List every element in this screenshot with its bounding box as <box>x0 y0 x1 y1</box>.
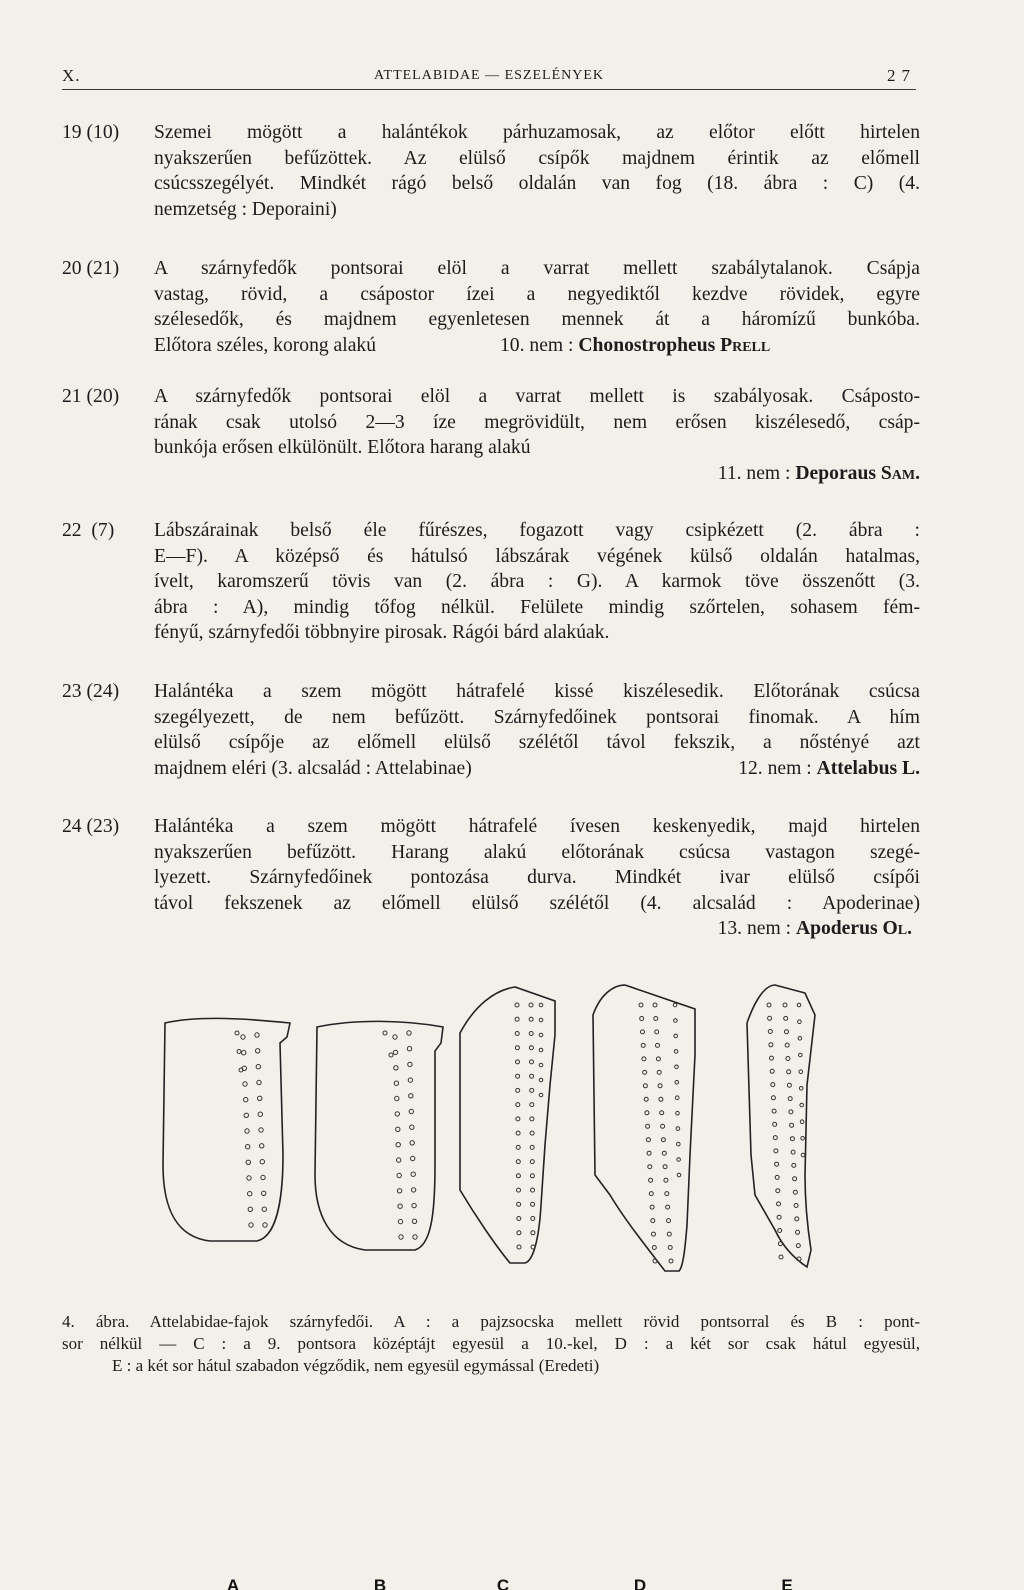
puncture-dot <box>649 1192 653 1196</box>
puncture-dot <box>779 1255 783 1259</box>
puncture-rows <box>235 1003 805 1263</box>
puncture-dot <box>793 1177 797 1181</box>
puncture-dot <box>259 1128 263 1132</box>
puncture-dot <box>667 1232 671 1236</box>
genus-author: Prell <box>720 334 771 356</box>
puncture-dot <box>767 1003 771 1007</box>
puncture-dot <box>661 1138 665 1142</box>
puncture-dot <box>246 1160 250 1164</box>
puncture-dot <box>407 1031 411 1035</box>
puncture-dot <box>237 1050 241 1054</box>
puncture-dot <box>539 1063 543 1067</box>
puncture-dot <box>793 1190 797 1194</box>
key-entry-20 <box>62 256 920 358</box>
figure-caption <box>62 1311 920 1377</box>
puncture-dot <box>643 1070 647 1074</box>
puncture-dot <box>516 1103 520 1107</box>
puncture-dot <box>675 1081 679 1085</box>
entry-line: Halántéka a szem mögött hátrafelé ívesen keskenyedik, majd hirtelen <box>154 816 920 837</box>
puncture-dot <box>529 1003 533 1007</box>
puncture-dot <box>785 1043 789 1047</box>
panel-label-e: E <box>781 1576 793 1590</box>
header-rule <box>62 89 916 90</box>
puncture-dot <box>769 1043 773 1047</box>
puncture-dot <box>798 1037 802 1041</box>
entry-line: szegélyezett, de nem befűzött. Szárnyfedőinek pontsorai finomak. A hím <box>154 706 920 728</box>
puncture-dot <box>677 1173 681 1177</box>
puncture-dot <box>398 1219 402 1223</box>
puncture-dot <box>785 1030 789 1034</box>
puncture-dot <box>776 1189 780 1193</box>
puncture-dot <box>407 1047 411 1051</box>
running-title: ATTELABIDAE — ESZELÉNYEK <box>373 68 605 83</box>
genus-number: 11. nem : <box>717 462 791 484</box>
puncture-dot <box>516 1160 520 1164</box>
puncture-dot <box>412 1203 416 1207</box>
puncture-dot <box>516 1088 520 1092</box>
entry-line-with-genus <box>154 333 920 359</box>
puncture-dot <box>789 1110 793 1114</box>
puncture-dot <box>784 1016 788 1020</box>
puncture-dot <box>650 1205 654 1209</box>
elytra-figure <box>155 975 845 1590</box>
puncture-dot <box>530 1103 534 1107</box>
puncture-dot <box>515 1032 519 1036</box>
entry-line: vastag, rövid, a csápostor ízei a negyediktől kezdve rövidek, egyre <box>154 283 920 305</box>
page-number: 27 <box>887 66 916 85</box>
puncture-dot <box>247 1176 251 1180</box>
puncture-dot <box>531 1217 535 1221</box>
puncture-dot <box>258 1096 262 1100</box>
key-entry-19 <box>62 120 920 222</box>
entry-line: E—F). A középső és hátulsó lábszárak végének külső oldalán hatalmas, <box>154 545 920 567</box>
puncture-dot <box>516 1074 520 1078</box>
puncture-dot <box>772 1109 776 1113</box>
puncture-dot <box>389 1053 393 1057</box>
entry-line: szélesedők, és majdnem egyenletesen mennek át a háromízű bunkóba. <box>154 309 920 330</box>
puncture-dot <box>676 1111 680 1115</box>
puncture-dot <box>262 1207 266 1211</box>
puncture-dot <box>771 1083 775 1087</box>
entry-line: fényű, szárnyfedői többnyire pirosak. Rágói bárd alakúak. <box>154 622 610 643</box>
puncture-dot <box>644 1097 648 1101</box>
puncture-dot <box>383 1031 387 1035</box>
puncture-dot <box>787 1083 791 1087</box>
puncture-dot <box>539 1078 543 1082</box>
puncture-dot <box>788 1097 792 1101</box>
entry-line-with-genus <box>154 756 920 782</box>
key-entry-22 <box>62 518 920 646</box>
caption-line: sor nélkül — C : a 9. pontsora középtájt egyesül a 10.-kel, D : a két sor csak hátul egyesül, <box>62 1334 920 1353</box>
puncture-dot <box>530 1074 534 1078</box>
genus-number: 12. nem : <box>738 757 812 779</box>
puncture-dot <box>790 1123 794 1127</box>
puncture-dot <box>651 1219 655 1223</box>
puncture-dot <box>396 1143 400 1147</box>
puncture-dot <box>260 1144 264 1148</box>
entry-line: ábra : A), mindig tőfog nélkül. Felülete mindig szőrtelen, sohasem fém- <box>154 596 920 618</box>
puncture-dot <box>653 1003 657 1007</box>
entry-line: Előtora széles, korong alakú <box>154 334 376 356</box>
puncture-dot <box>530 1060 534 1064</box>
puncture-dot <box>530 1117 534 1121</box>
entry-line: A szárnyfedők pontsorai elöl a varrat mellett szabálytalanok. Csápja <box>154 258 920 279</box>
puncture-dot <box>676 1127 680 1131</box>
puncture-dot <box>652 1232 656 1236</box>
puncture-dot <box>667 1219 671 1223</box>
puncture-dot <box>799 1070 803 1074</box>
genus-author: L. <box>902 757 920 779</box>
puncture-dot <box>258 1112 262 1116</box>
puncture-dot <box>516 1131 520 1135</box>
puncture-dot <box>770 1056 774 1060</box>
entry-text <box>154 814 920 942</box>
puncture-dot <box>658 1084 662 1088</box>
puncture-dot <box>768 1016 772 1020</box>
puncture-dot <box>397 1158 401 1162</box>
puncture-dot <box>516 1060 520 1064</box>
puncture-dot <box>530 1131 534 1135</box>
key-entry-23 <box>62 679 920 781</box>
puncture-dot <box>645 1111 649 1115</box>
puncture-dot <box>654 1017 658 1021</box>
puncture-dot <box>410 1125 414 1129</box>
entry-text <box>154 384 920 486</box>
puncture-dot <box>656 1043 660 1047</box>
genus-reference <box>500 333 770 359</box>
puncture-dot <box>243 1082 247 1086</box>
puncture-dot <box>411 1188 415 1192</box>
entry-number: 19 (10) <box>62 122 120 143</box>
puncture-dot <box>516 1145 520 1149</box>
puncture-dot <box>515 1046 519 1050</box>
puncture-dot <box>245 1129 249 1133</box>
puncture-dot <box>529 1017 533 1021</box>
puncture-dot <box>531 1202 535 1206</box>
puncture-dot <box>792 1163 796 1167</box>
panel-label-a: A <box>226 1576 240 1590</box>
puncture-dot <box>770 1069 774 1073</box>
puncture-dot <box>261 1175 265 1179</box>
entry-line: A szárnyfedők pontsorai elöl a varrat mellett is szabályosak. Csáposto- <box>154 386 920 407</box>
puncture-dot <box>517 1231 521 1235</box>
panel-label-d: D <box>633 1576 647 1590</box>
puncture-dot <box>397 1189 401 1193</box>
puncture-dot <box>799 1087 803 1091</box>
elytron-outline-b <box>315 1021 443 1250</box>
puncture-dot <box>408 1078 412 1082</box>
puncture-dot <box>516 1174 520 1178</box>
entry-line: Lábszárainak belső éle fűrészes, fogazott vagy csipkézett (2. ábra : <box>154 520 920 541</box>
puncture-dot <box>796 1230 800 1234</box>
puncture-dot <box>408 1062 412 1066</box>
puncture-dot <box>663 1165 667 1169</box>
puncture-dot <box>411 1156 415 1160</box>
puncture-dot <box>773 1122 777 1126</box>
puncture-dot <box>399 1235 403 1239</box>
puncture-dot <box>801 1137 805 1141</box>
puncture-dot <box>249 1223 253 1227</box>
entry-number: 22 (7) <box>62 520 115 541</box>
puncture-dot <box>800 1103 804 1107</box>
entry-line: Szemei mögött a halántékok párhuzamosak, az előtor előtt hirtelen <box>154 122 920 143</box>
puncture-dot <box>787 1070 791 1074</box>
puncture-dot <box>394 1066 398 1070</box>
entry-line: lyezett. Szárnyfedőinek pontozása durva. Mindkét ivar elülső csípői <box>154 867 920 888</box>
puncture-dot <box>398 1204 402 1208</box>
puncture-dot <box>256 1049 260 1053</box>
entry-line: elülső csípője az előmell elülső szélétől távol fekszik, a nőstényé azt <box>154 732 920 753</box>
genus-name: Deporaus <box>795 462 876 484</box>
genus-name: Attelabus <box>816 757 898 779</box>
puncture-dot <box>516 1117 520 1121</box>
puncture-dot <box>410 1141 414 1145</box>
puncture-dot <box>396 1127 400 1131</box>
puncture-dot <box>409 1094 413 1098</box>
puncture-dot <box>515 1017 519 1021</box>
puncture-dot <box>529 1032 533 1036</box>
puncture-dot <box>777 1215 781 1219</box>
entry-line: nyakszerűen befűzött. Harang alakú előtorának csúcsa vastagon szegé- <box>154 841 920 863</box>
panel-labels <box>227 1576 793 1590</box>
puncture-dot <box>539 1048 543 1052</box>
chapter-number: X. <box>62 66 81 85</box>
puncture-dot <box>794 1204 798 1208</box>
puncture-dot <box>646 1124 650 1128</box>
puncture-dot <box>255 1033 259 1037</box>
puncture-dot <box>643 1084 647 1088</box>
entry-number: 24 (23) <box>62 816 120 837</box>
puncture-dot <box>773 1136 777 1140</box>
puncture-dot <box>393 1050 397 1054</box>
puncture-dot <box>669 1259 673 1263</box>
genus-name: Chonostropheus <box>578 334 716 356</box>
puncture-dot <box>246 1145 250 1149</box>
genus-reference <box>738 756 920 782</box>
entry-text <box>154 256 920 358</box>
puncture-dot <box>666 1205 670 1209</box>
puncture-dot <box>656 1057 660 1061</box>
puncture-dot <box>668 1246 672 1250</box>
puncture-dot <box>674 1034 678 1038</box>
puncture-dot <box>777 1202 781 1206</box>
puncture-dot <box>530 1174 534 1178</box>
puncture-dot <box>649 1178 653 1182</box>
puncture-dot <box>673 1003 677 1007</box>
puncture-dot <box>664 1178 668 1182</box>
puncture-dot <box>674 1019 678 1023</box>
elytra-drawings <box>155 975 845 1590</box>
puncture-dot <box>531 1188 535 1192</box>
entry-line: bunkója erősen elkülönült. Előtora harang alakú <box>154 437 531 458</box>
entry-line: csúcsszegélyét. Mindkét rágó belső oldalán van fog (18. ábra : C) (4. <box>154 173 920 194</box>
puncture-dot <box>665 1192 669 1196</box>
puncture-dot <box>778 1229 782 1233</box>
puncture-dot <box>394 1081 398 1085</box>
entry-line: Halántéka a szem mögött hátrafelé kissé kiszélesedik. Előtorának csúcsa <box>154 681 920 702</box>
puncture-dot <box>659 1097 663 1101</box>
puncture-dot <box>800 1120 804 1124</box>
puncture-dot <box>517 1188 521 1192</box>
puncture-dot <box>539 1033 543 1037</box>
puncture-dot <box>411 1172 415 1176</box>
genus-reference <box>154 461 920 487</box>
puncture-dot <box>539 1003 543 1007</box>
puncture-dot <box>783 1003 787 1007</box>
puncture-dot <box>648 1165 652 1169</box>
puncture-dot <box>675 1096 679 1100</box>
puncture-dot <box>409 1109 413 1113</box>
puncture-dot <box>395 1112 399 1116</box>
puncture-dot <box>393 1035 397 1039</box>
puncture-dot <box>640 1017 644 1021</box>
puncture-dot <box>647 1151 651 1155</box>
puncture-dot <box>531 1231 535 1235</box>
entry-line: nemzetség : Deporaini) <box>154 198 337 220</box>
entry-text <box>154 679 920 781</box>
puncture-dot <box>791 1150 795 1154</box>
puncture-dot <box>248 1207 252 1211</box>
entry-line: nyakszerűen befűzöttek. Az elülső csípők majdnem érintik az előmell <box>154 147 920 169</box>
puncture-dot <box>786 1057 790 1061</box>
puncture-dot <box>260 1160 264 1164</box>
genus-author: Ol. <box>882 918 912 939</box>
entry-line: távol fekszenek az előmell elülső szélétől (4. alcsalád : Apoderinae) <box>154 892 920 914</box>
puncture-dot <box>657 1070 661 1074</box>
puncture-dot <box>517 1217 521 1221</box>
genus-number: 13. nem : <box>717 918 792 939</box>
panel-label-c: C <box>496 1576 510 1590</box>
puncture-dot <box>799 1053 803 1057</box>
puncture-dot <box>244 1098 248 1102</box>
puncture-dot <box>774 1149 778 1153</box>
puncture-dot <box>242 1051 246 1055</box>
puncture-dot <box>660 1111 664 1115</box>
puncture-dot <box>662 1151 666 1155</box>
puncture-dot <box>412 1219 416 1223</box>
puncture-dot <box>241 1035 245 1039</box>
entry-text <box>154 518 920 646</box>
puncture-dot <box>641 1030 645 1034</box>
puncture-dot <box>397 1173 401 1177</box>
puncture-dot <box>795 1217 799 1221</box>
puncture-dot <box>790 1137 794 1141</box>
puncture-dot <box>517 1202 521 1206</box>
genus-reference <box>154 916 920 942</box>
puncture-dot <box>797 1003 801 1007</box>
puncture-dot <box>235 1031 239 1035</box>
puncture-dot <box>677 1142 681 1146</box>
entry-number: 20 (21) <box>62 258 120 279</box>
puncture-dot <box>674 1050 678 1054</box>
puncture-dot <box>768 1030 772 1034</box>
puncture-dot <box>530 1088 534 1092</box>
elytron-outline-c <box>460 987 555 1263</box>
puncture-dot <box>661 1124 665 1128</box>
caption-line: 4. ábra. Attelabidae-fajok szárnyfedői. A : a pajzsocska mellett rövid pontsorral és B : pont- <box>62 1312 920 1331</box>
puncture-dot <box>530 1145 534 1149</box>
puncture-dot <box>262 1191 266 1195</box>
puncture-dot <box>530 1160 534 1164</box>
puncture-dot <box>641 1043 645 1047</box>
page-header <box>62 62 916 88</box>
puncture-dot <box>771 1096 775 1100</box>
key-entry-21 <box>62 384 920 486</box>
puncture-dot <box>778 1242 782 1246</box>
puncture-dot <box>677 1158 681 1162</box>
puncture-dot <box>395 1096 399 1100</box>
elytron-outline-a <box>163 1018 290 1241</box>
puncture-dot <box>675 1065 679 1069</box>
entry-number: 21 (20) <box>62 386 120 407</box>
puncture-dot <box>775 1162 779 1166</box>
entry-text <box>154 120 920 222</box>
elytron-outline-e <box>747 985 815 1267</box>
genus-author: Sam. <box>880 462 920 484</box>
puncture-dot <box>517 1245 521 1249</box>
puncture-dot <box>646 1138 650 1142</box>
entry-line: majdnem eléri (3. alcsalád : Attelabinae) <box>154 757 472 779</box>
puncture-dot <box>257 1080 261 1084</box>
puncture-dot <box>796 1244 800 1248</box>
caption-line: E : a két sor hátul szabadon végződik, nem egyesül egymással (Eredeti) <box>112 1356 600 1375</box>
puncture-dot <box>652 1246 656 1250</box>
puncture-dot <box>655 1030 659 1034</box>
puncture-dot <box>248 1192 252 1196</box>
genus-name: Apoderus <box>795 918 878 939</box>
puncture-dot <box>539 1018 543 1022</box>
puncture-dot <box>515 1003 519 1007</box>
puncture-dot <box>263 1223 267 1227</box>
puncture-dot <box>801 1153 805 1157</box>
puncture-dot <box>798 1020 802 1024</box>
puncture-dot <box>539 1093 543 1097</box>
puncture-dot <box>529 1046 533 1050</box>
puncture-dot <box>256 1065 260 1069</box>
panel-label-b: B <box>373 1576 387 1590</box>
genus-number: 10. nem : <box>500 334 574 356</box>
puncture-dot <box>642 1057 646 1061</box>
puncture-dot <box>413 1235 417 1239</box>
entry-number: 23 (24) <box>62 681 120 702</box>
puncture-dot <box>775 1175 779 1179</box>
entry-line: rának csak utolsó 2—3 íze megrövidült, nem erősen kiszélesedő, csáp- <box>154 411 920 433</box>
key-entry-24 <box>62 814 920 942</box>
puncture-dot <box>639 1003 643 1007</box>
puncture-dot <box>244 1113 248 1117</box>
entry-line: ívelt, karomszerű tövis van (2. ábra : G). A karmok töve összenőtt (3. <box>154 571 920 592</box>
